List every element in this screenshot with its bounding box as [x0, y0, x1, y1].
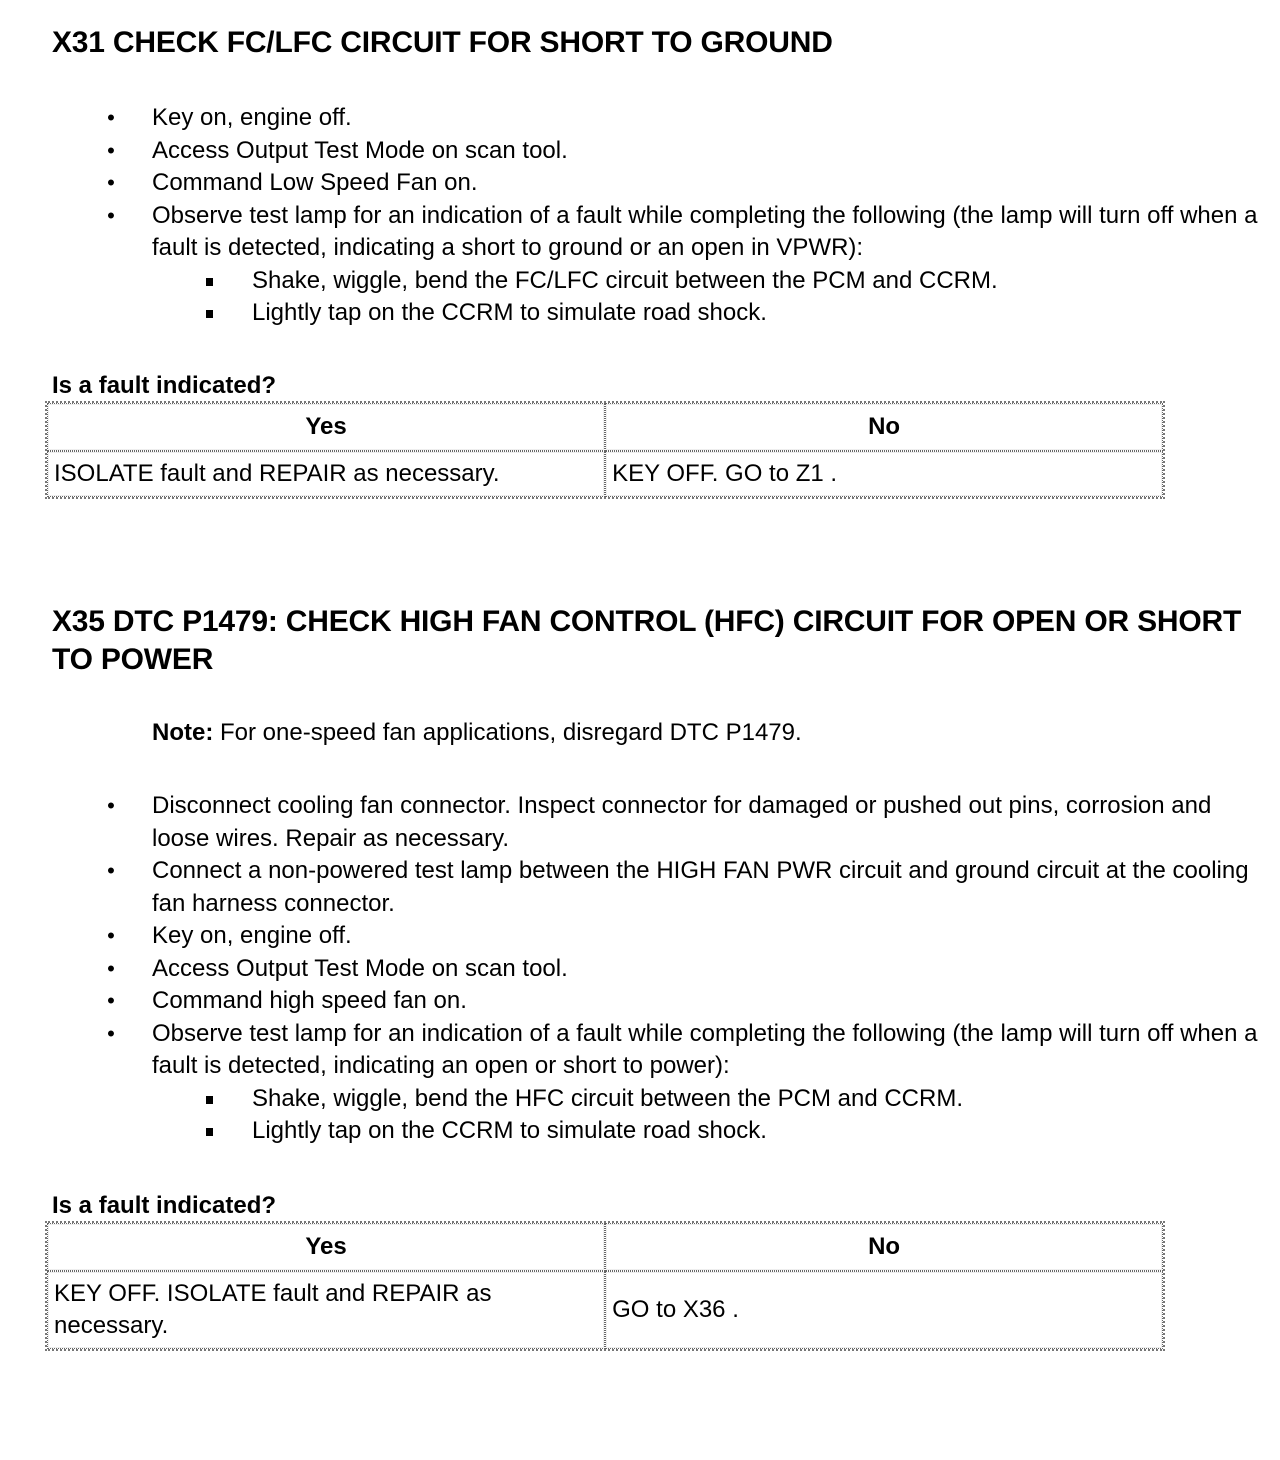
- decision-question: Is a fault indicated?: [52, 1192, 277, 1219]
- step-item: [0, 790, 1280, 855]
- step-item: [0, 953, 1280, 986]
- bullet-icon: •: [107, 1020, 115, 1046]
- no-header: No: [605, 403, 1163, 451]
- step-item: [0, 855, 1280, 920]
- yes-header: Yes: [47, 403, 605, 451]
- step-text: Observe test lamp for an indication of a fault while completing the following (the lamp will turn off when a fault is detected, indicating a short to ground or an open in VPWR):: [152, 201, 1258, 261]
- square-bullet-icon: [206, 1096, 213, 1104]
- table-header-row: [47, 1223, 1163, 1271]
- bullet-icon: •: [107, 202, 115, 228]
- square-bullet-icon: [206, 310, 213, 318]
- substep-text: Shake, wiggle, bend the FC/LFC circuit between the PCM and CCRM.: [252, 266, 998, 294]
- table-row: [47, 451, 1163, 497]
- step-text: Command Low Speed Fan on.: [152, 169, 478, 196]
- bullet-icon: •: [107, 988, 115, 1013]
- decision-question: Is a fault indicated?: [52, 372, 277, 399]
- substep-item: [0, 1083, 1280, 1116]
- step-item: [0, 102, 1280, 135]
- step-item: [0, 200, 1280, 265]
- section-heading: X35 DTC P1479: CHECK HIGH FAN CONTROL (HFC) CIRCUIT FOR OPEN OR SHORT TO POWER: [52, 605, 1242, 676]
- step-text: Command high speed fan on.: [152, 987, 467, 1014]
- bullet-icon: •: [107, 170, 115, 195]
- square-bullet-icon: [206, 1128, 213, 1136]
- no-action: GO to X36 .: [605, 1271, 1163, 1349]
- step-text: Access Output Test Mode on scan tool.: [152, 954, 568, 982]
- note-text: For one-speed fan applications, disregard DTC P1479.: [213, 719, 802, 746]
- decision-table: [45, 1221, 1165, 1351]
- bullet-icon: •: [107, 923, 115, 948]
- no-action: KEY OFF. GO to Z1 .: [605, 451, 1163, 497]
- step-item: [0, 135, 1280, 168]
- note: [152, 717, 802, 749]
- step-list: [0, 102, 1280, 330]
- substep-text: Shake, wiggle, bend the HFC circuit between the PCM and CCRM.: [252, 1084, 963, 1112]
- step-text: Connect a non-powered test lamp between the HIGH FAN PWR circuit and ground circuit at the cooling fan harness connector.: [152, 857, 1249, 917]
- decision-table: [45, 401, 1165, 499]
- bullet-icon: •: [107, 858, 115, 883]
- substep-text: Lightly tap on the CCRM to simulate road shock.: [252, 299, 767, 326]
- square-bullet-icon: [206, 278, 213, 286]
- no-header: No: [605, 1223, 1163, 1271]
- yes-action: ISOLATE fault and REPAIR as necessary.: [47, 451, 605, 497]
- step-item: [0, 920, 1280, 953]
- step-item: [0, 1018, 1280, 1083]
- bullet-icon: •: [107, 137, 115, 163]
- step-item: [0, 167, 1280, 200]
- table-row: [47, 1271, 1163, 1349]
- bullet-icon: •: [107, 105, 115, 130]
- step-list: [0, 790, 1280, 1148]
- step-text: Access Output Test Mode on scan tool.: [152, 136, 568, 164]
- step-text: Observe test lamp for an indication of a fault while completing the following (the lamp will turn off when a fault is detected, indicating an open or short to power):: [152, 1019, 1258, 1079]
- yes-header: Yes: [47, 1223, 605, 1271]
- yes-action: KEY OFF. ISOLATE fault and REPAIR as necessary.: [47, 1271, 605, 1349]
- substep-item: [0, 265, 1280, 298]
- section-heading: X31 CHECK FC/LFC CIRCUIT FOR SHORT TO GROUND: [52, 26, 833, 59]
- step-text: Key on, engine off.: [152, 104, 352, 131]
- substep-item: [0, 297, 1280, 330]
- substep-text: Lightly tap on the CCRM to simulate road shock.: [252, 1117, 767, 1144]
- step-item: [0, 985, 1280, 1018]
- substep-item: [0, 1115, 1280, 1148]
- table-header-row: [47, 403, 1163, 451]
- step-text: Disconnect cooling fan connector. Inspect connector for damaged or pushed out pins, corrosion and loose wires. Repair as necessary.: [152, 792, 1212, 852]
- step-text: Key on, engine off.: [152, 922, 352, 949]
- bullet-icon: •: [107, 955, 115, 981]
- bullet-icon: •: [107, 793, 115, 818]
- note-label: Note:: [152, 719, 214, 746]
